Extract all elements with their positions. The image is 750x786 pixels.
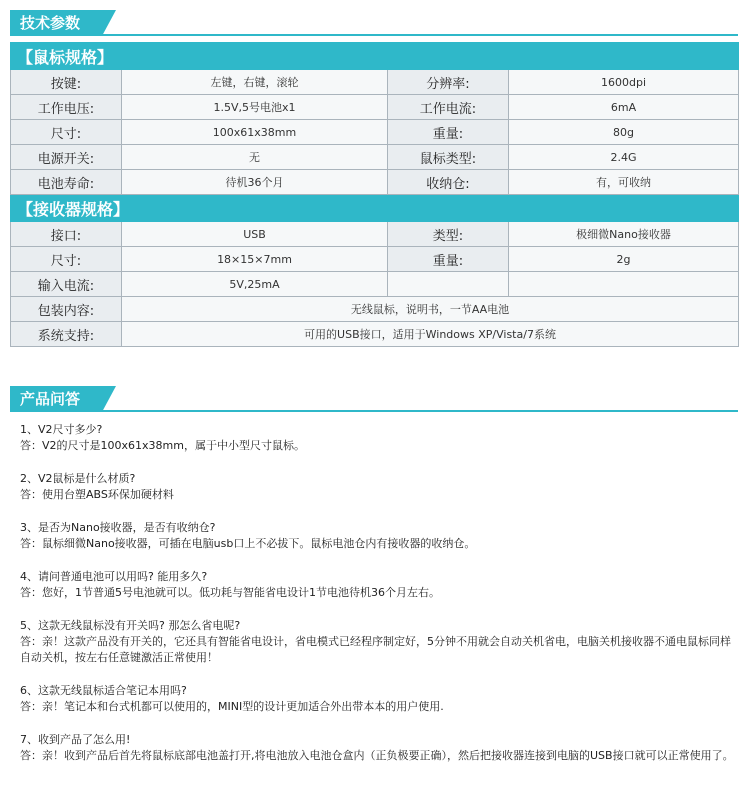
spec-value: 80g bbox=[509, 120, 739, 145]
table-row bbox=[11, 95, 739, 120]
receiver-spec-title: 【接收器规格】 bbox=[11, 195, 739, 222]
faq-question: 7、收到产品了怎么用! bbox=[20, 733, 131, 746]
table-row bbox=[11, 145, 739, 170]
table-row bbox=[11, 70, 739, 95]
spec-empty-cell bbox=[509, 272, 739, 297]
table-row bbox=[11, 322, 739, 347]
faq-question: 5、这款无线鼠标没有开关吗? 那怎么省电呢? bbox=[20, 619, 241, 632]
faq-item bbox=[20, 520, 736, 552]
spec-value: 2g bbox=[509, 247, 739, 272]
spec-value: 有，可收纳 bbox=[509, 170, 739, 195]
faq-item bbox=[20, 732, 736, 764]
faq-answer: 答：您好，1节普通5号电池就可以。低功耗与智能省电设计1节电池待机36个月左右。 bbox=[20, 586, 440, 599]
spec-value: 可用的USB接口，适用于Windows XP/Vista/7系统 bbox=[122, 322, 739, 347]
spec-value: 无 bbox=[122, 145, 388, 170]
table-row bbox=[11, 120, 739, 145]
faq-answer: 答：亲！笔记本和台式机都可以使用的，MINI型的设计更加适合外出带本本的用户使用. bbox=[20, 700, 444, 713]
spec-empty-cell bbox=[388, 272, 509, 297]
faq-answer: 答：V2的尺寸是100x61x38mm，属于中小型尺寸鼠标。 bbox=[20, 439, 305, 452]
spec-value: 1600dpi bbox=[509, 70, 739, 95]
mouse-spec-title: 【鼠标规格】 bbox=[11, 43, 739, 70]
faq-question: 1、V2尺寸多少? bbox=[20, 423, 103, 436]
table-row bbox=[11, 222, 739, 247]
faq-question: 6、这款无线鼠标适合笔记本用吗? bbox=[20, 684, 187, 697]
spec-label: 类型: bbox=[388, 222, 509, 247]
faq-answer: 答：使用台塑ABS环保加硬材料 bbox=[20, 488, 174, 501]
spec-label: 电池寿命: bbox=[11, 170, 122, 195]
spec-value: 5V,25mA bbox=[122, 272, 388, 297]
spec-label: 电源开关: bbox=[11, 145, 122, 170]
spec-value: 6mA bbox=[509, 95, 739, 120]
spec-label: 按键: bbox=[11, 70, 122, 95]
faq-item bbox=[20, 683, 736, 715]
table-row bbox=[11, 272, 739, 297]
spec-section-rule bbox=[10, 34, 738, 36]
spec-value: 极细微Nano接收器 bbox=[509, 222, 739, 247]
spec-value: 2.4G bbox=[509, 145, 739, 170]
spec-label: 系统支持: bbox=[11, 322, 122, 347]
faq-question: 2、V2鼠标是什么材质? bbox=[20, 472, 136, 485]
spec-label: 尺寸: bbox=[11, 120, 122, 145]
spec-label: 接口: bbox=[11, 222, 122, 247]
table-row bbox=[11, 297, 739, 322]
spec-value: 无线鼠标，说明书，一节AA电池 bbox=[122, 297, 739, 322]
spec-section-header bbox=[10, 10, 738, 36]
faq-item bbox=[20, 422, 736, 454]
faq-answer: 答：亲！这款产品没有开关的，它还具有智能省电设计，省电模式已经程序制定好，5分钟不用就会自动关机省电，电脑关机接收器不通电鼠标同样自动关机，按左右任意键激活正常使用！ bbox=[20, 635, 731, 664]
spec-value: 18×15×7mm bbox=[122, 247, 388, 272]
faq-list bbox=[20, 422, 736, 781]
spec-label: 重量: bbox=[388, 247, 509, 272]
table-row bbox=[11, 247, 739, 272]
faq-item bbox=[20, 569, 736, 601]
faq-question: 3、是否为Nano接收器，是否有收纳仓? bbox=[20, 521, 216, 534]
spec-value: USB bbox=[122, 222, 388, 247]
spec-label: 重量: bbox=[388, 120, 509, 145]
spec-label: 包装内容: bbox=[11, 297, 122, 322]
faq-section-rule bbox=[10, 410, 738, 412]
table-row bbox=[11, 170, 739, 195]
spec-label: 分辨率: bbox=[388, 70, 509, 95]
spec-value: 待机36个月 bbox=[122, 170, 388, 195]
spec-label: 工作电压: bbox=[11, 95, 122, 120]
spec-value: 1.5V,5号电池x1 bbox=[122, 95, 388, 120]
faq-section-header bbox=[10, 386, 738, 412]
spec-label: 工作电流: bbox=[388, 95, 509, 120]
spec-label: 鼠标类型: bbox=[388, 145, 509, 170]
spec-label: 收纳仓: bbox=[388, 170, 509, 195]
faq-question: 4、请问普通电池可以用吗? 能用多久? bbox=[20, 570, 208, 583]
spec-table bbox=[10, 42, 739, 347]
spec-value: 左键，右键，滚轮 bbox=[122, 70, 388, 95]
spec-section-title: 技术参数 bbox=[10, 10, 102, 36]
faq-section-title: 产品问答 bbox=[10, 386, 102, 412]
faq-item bbox=[20, 471, 736, 503]
faq-answer: 答：鼠标细微Nano接收器，可插在电脑usb口上不必拔下。鼠标电池仓内有接收器的收纳仓。 bbox=[20, 537, 476, 550]
spec-label: 尺寸: bbox=[11, 247, 122, 272]
spec-label: 输入电流: bbox=[11, 272, 122, 297]
spec-value: 100x61x38mm bbox=[122, 120, 388, 145]
faq-answer: 答：亲！收到产品后首先将鼠标底部电池盖打开,将电池放入电池仓盒内（正负极要正确），然后把接收器连接到电脑的USB接口就可以正常使用了。 bbox=[20, 749, 734, 762]
faq-item bbox=[20, 618, 736, 666]
